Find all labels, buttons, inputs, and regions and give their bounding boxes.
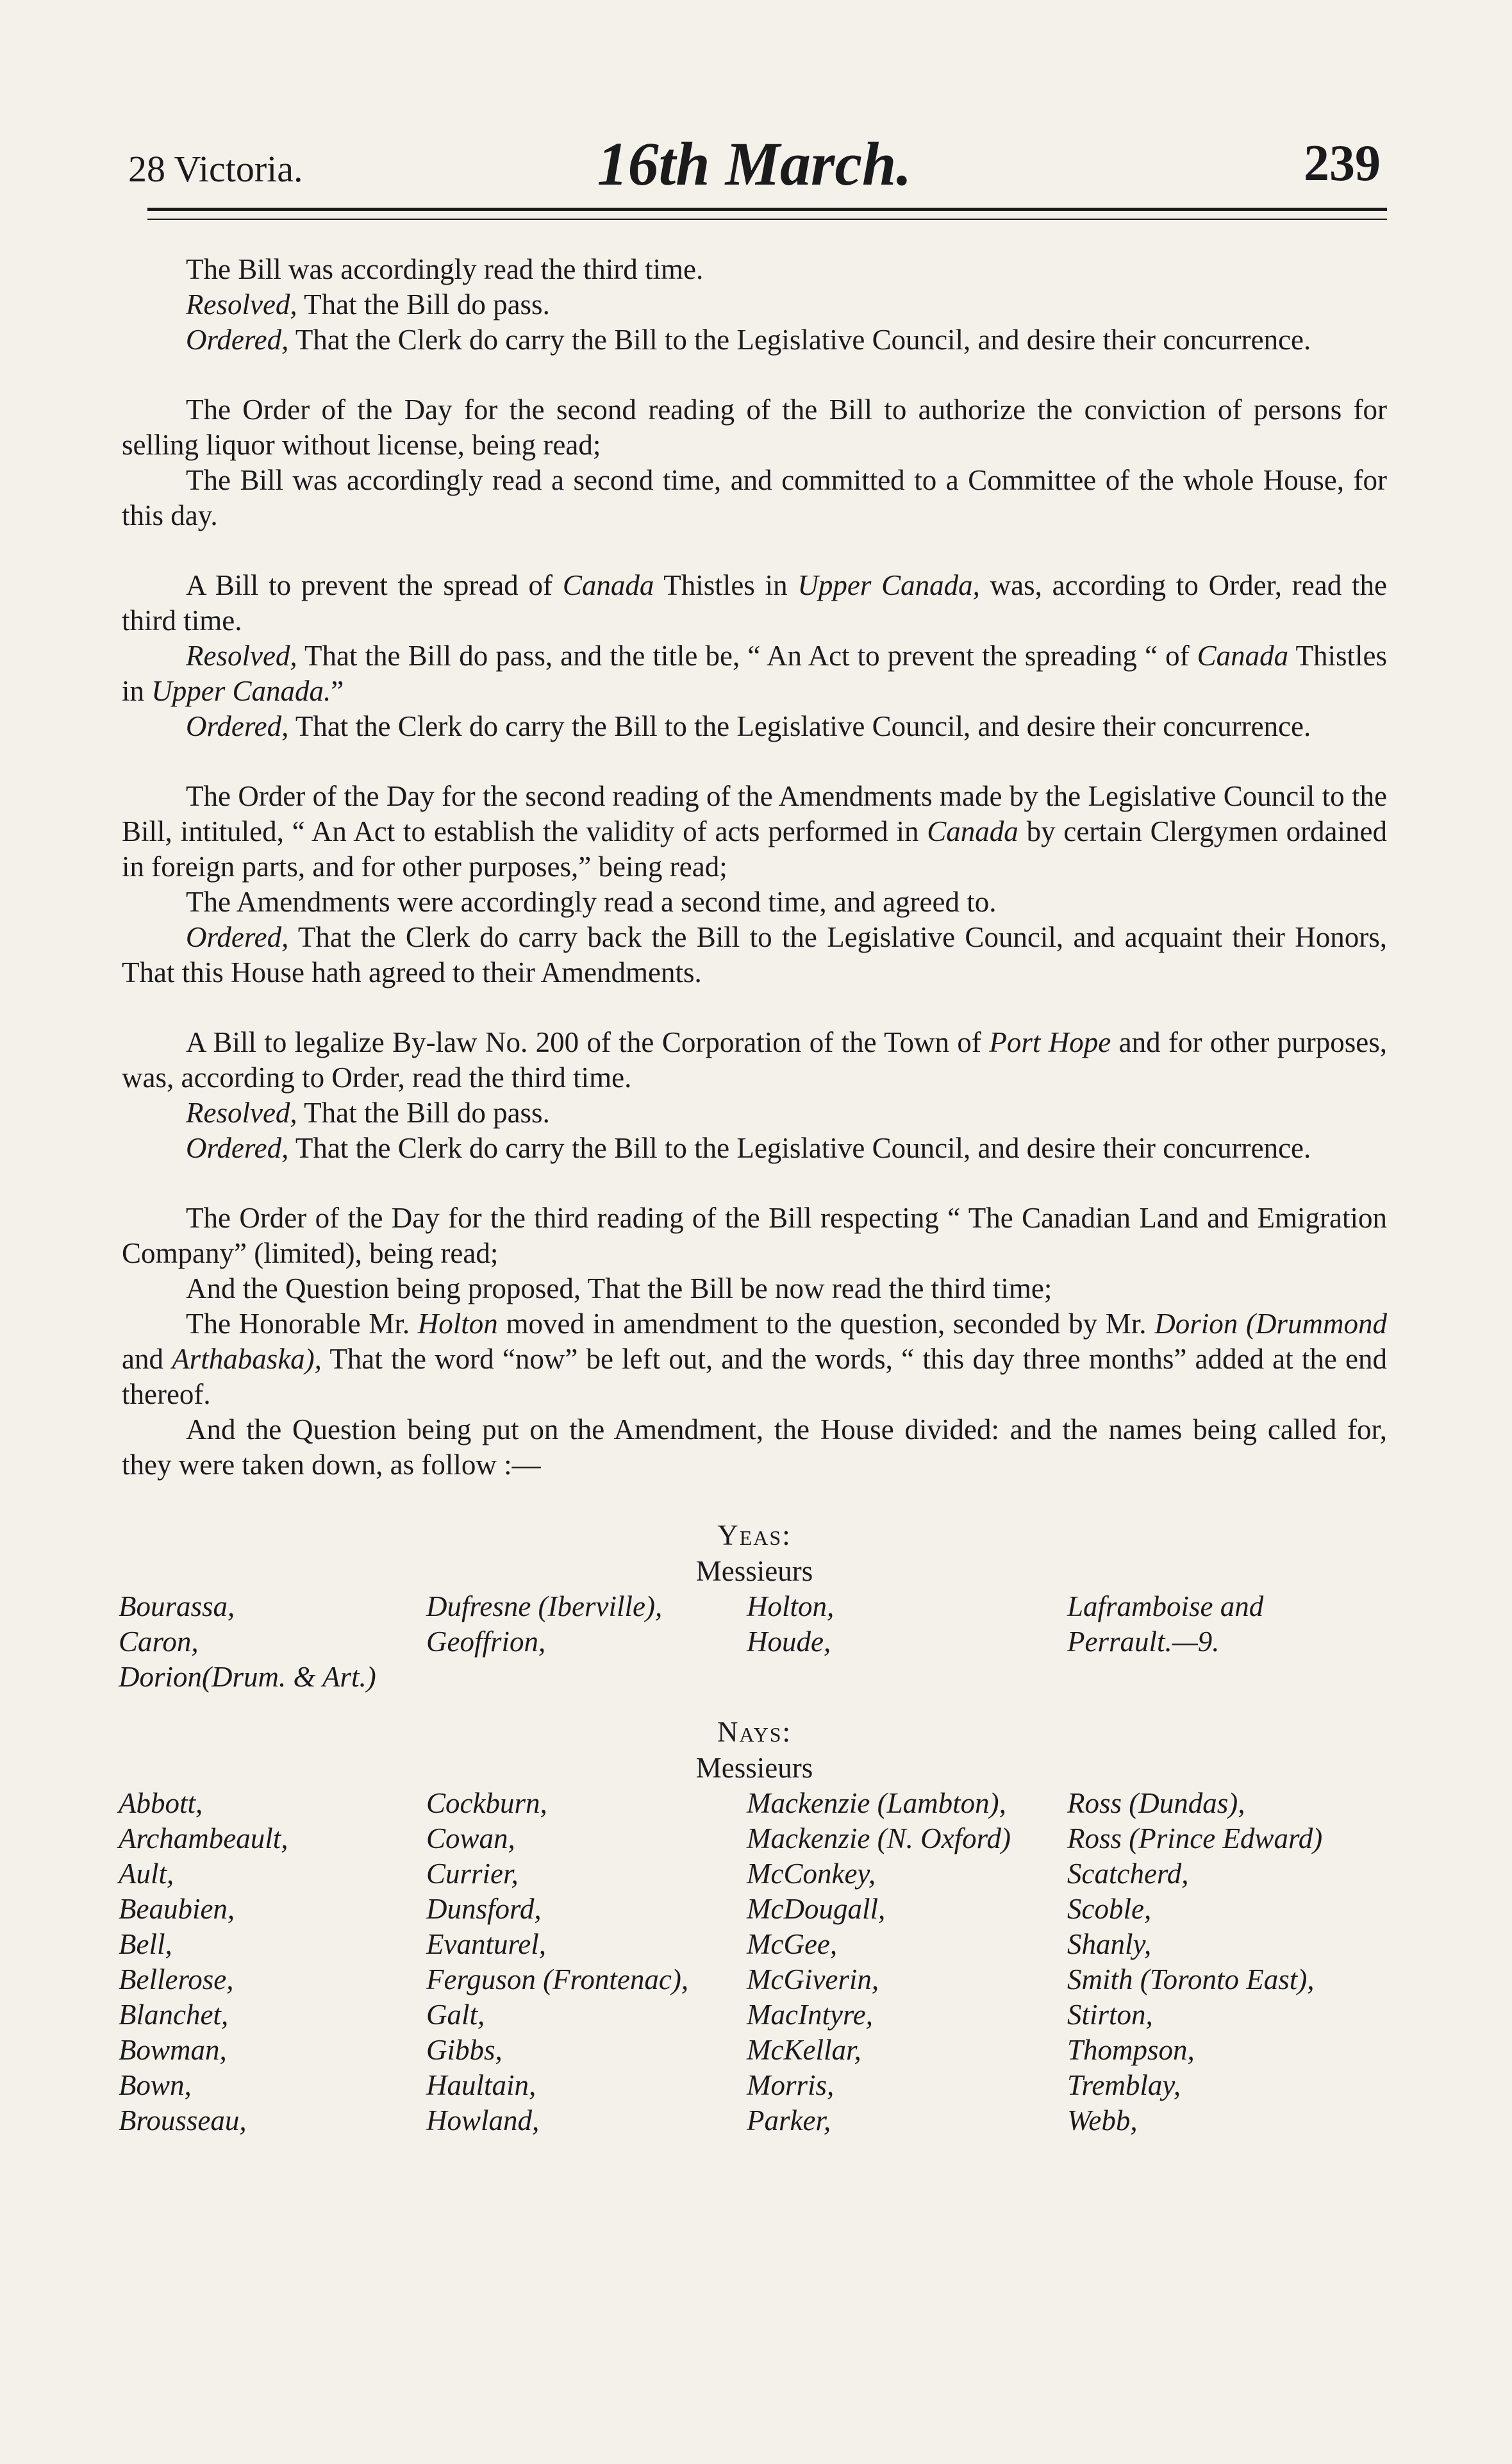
text-run: and for other purposes, was, according to Order, read the third time. [122, 1026, 1388, 1094]
text-run: Canada [562, 569, 654, 601]
text-run: That the Clerk do carry the Bill to the Legislative Council, and desire their concurrence. [288, 710, 1311, 742]
text-run: The Order of the Day for the third reading of the Bill respecting “ The Canadian Land and Emigration Company” (limited), being read; [122, 1202, 1387, 1269]
member-name: Scatcherd, [1067, 1858, 1189, 1890]
member-name: Cowan, [426, 1822, 515, 1854]
text-run: Thistles in [122, 640, 1387, 707]
member-name: Ross (Prince Edward) [1067, 1822, 1323, 1854]
text-run: Resolved, [186, 640, 297, 672]
paragraph-block [122, 779, 1387, 990]
text-run: Ordered, [186, 921, 289, 953]
text-run: That the word “now” be left out, and the words, “ this day three months” added at the end thereof. [122, 1343, 1387, 1410]
text-run: That the Bill do pass. [297, 288, 550, 320]
text-run: That the Clerk do carry the Bill to the Legislative Council, and desire their concurrence. [288, 324, 1311, 356]
paragraph-line [122, 1131, 1387, 1166]
paragraphs [122, 252, 1387, 1483]
paragraph-line [122, 885, 1387, 920]
member-name: Tremblay, [1067, 2069, 1181, 2101]
header-rule [147, 208, 1387, 220]
text-run: Thistles in [654, 569, 798, 601]
paragraph-block [122, 252, 1387, 358]
member-name: Blanchet, [119, 1999, 229, 2031]
paragraph-line [122, 1201, 1387, 1271]
paragraph-line [122, 1306, 1387, 1412]
member-name: Currier, [426, 1858, 519, 1890]
text-run: That the Clerk do carry the Bill to the Legislative Council, and desire their concurrence. [288, 1132, 1311, 1164]
nays-messieurs: Messieurs [695, 1752, 813, 1784]
text-run: Ordered, [186, 324, 289, 356]
paragraph-line [122, 1271, 1387, 1306]
page-date: 16th March. [597, 129, 912, 198]
text-run: Ordered, [186, 710, 289, 742]
member-name: Ferguson (Frontenac), [426, 1963, 689, 1995]
text-run: was, according to Order, read the third time. [122, 569, 1387, 637]
text-run: Canada [927, 815, 1018, 847]
text-run: And the Question being proposed, That the Bill be now read the third time; [186, 1272, 1052, 1304]
text-run: Canada [1197, 640, 1289, 672]
yeas-label: Yeas: [717, 1519, 792, 1551]
text-run: by certain Clergymen ordained in foreign parts, and for other purposes,” being read; [122, 815, 1388, 883]
paragraph-line [122, 779, 1387, 885]
member-name: McKellar, [747, 2034, 861, 2066]
member-name: Beaubien, [119, 1893, 235, 1925]
member-name: Bowman, [119, 2034, 227, 2066]
paragraph-line [122, 920, 1387, 990]
text-run: Resolved, [186, 288, 297, 320]
text-run: Resolved, [186, 1097, 297, 1129]
paragraph-line [122, 709, 1387, 744]
text-run: and [122, 1343, 172, 1375]
member-name: Archambeault, [119, 1822, 288, 1854]
text-run: That the Bill do pass, and the title be, “ An Act to prevent the spreading “ of [297, 640, 1197, 672]
member-name: Parker, [747, 2104, 831, 2136]
member-name: Holton, [747, 1590, 835, 1622]
member-name: Bourassa, [119, 1590, 235, 1622]
member-name: Bell, [119, 1928, 172, 1960]
member-name: Dorion(Drum. & Art.) [119, 1661, 376, 1693]
paragraph-block [122, 1025, 1387, 1166]
paragraph-block [122, 568, 1387, 744]
member-name: McGee, [747, 1928, 838, 1960]
yeas-list [119, 1589, 1387, 1695]
member-name: Smith (Toronto East), [1067, 1963, 1315, 1995]
paragraph-block [122, 1201, 1387, 1483]
paragraph-line [122, 568, 1387, 638]
text-run: Dorion (Drummond [1154, 1308, 1387, 1340]
member-name [1067, 1660, 1388, 1695]
text-run: Arthabaska), [172, 1343, 322, 1375]
member-name: Houde, [747, 1626, 831, 1658]
text-run: Upper Canada, [797, 569, 980, 601]
member-name: Gibbs, [426, 2034, 503, 2066]
text-run: ” [331, 675, 344, 707]
paragraph-line [122, 463, 1387, 533]
member-name: Perrault.—9. [1067, 1626, 1220, 1658]
text-run: The Order of the Day for the second reading of the Amendments made by the Legislative Council to the Bill, intituled, “ An Act to establish the validity of acts performed in [122, 780, 1387, 847]
regnal-year: 28 Victoria. [128, 148, 303, 190]
member-name: MacIntyre, [747, 1999, 873, 2031]
member-name: Evanturel, [426, 1928, 547, 1960]
member-name: Howland, [426, 2104, 540, 2136]
member-name: Geoffrion, [426, 1626, 546, 1658]
text-run: Upper Canada. [151, 675, 331, 707]
text-run: Holton [417, 1308, 498, 1340]
nays-label: Nays: [717, 1716, 792, 1748]
text-run: Port Hope [989, 1026, 1111, 1058]
member-name: Laframboise and [1067, 1590, 1264, 1622]
member-name [426, 1660, 747, 1695]
member-name: Galt, [426, 1999, 485, 2031]
text-run: The Amendments were accordingly read a second time, and agreed to. [186, 886, 997, 918]
paragraph-line [122, 322, 1387, 358]
paragraph-line [122, 287, 1387, 322]
member-name: Dufresne (Iberville), [426, 1590, 663, 1622]
member-name: Caron, [119, 1626, 199, 1658]
body-text [119, 252, 1388, 2138]
member-name: Ault, [119, 1858, 174, 1890]
member-name: Thompson, [1067, 2034, 1195, 2066]
member-name: Webb, [1067, 2104, 1138, 2136]
paragraph-block [122, 392, 1387, 533]
paragraph-line [122, 252, 1387, 287]
member-name: Bellerose, [119, 1963, 234, 1995]
text-run: The Bill was accordingly read a second time, and committed to a Committee of the whole House, for this day. [122, 464, 1387, 531]
nays-list [119, 1786, 1387, 2138]
text-run: A Bill to legalize By-law No. 200 of the Corporation of the Town of [186, 1026, 990, 1058]
text-run: The Honorable Mr. [186, 1308, 418, 1340]
member-name [747, 1660, 1067, 1695]
member-name: Mackenzie (Lambton), [747, 1787, 1006, 1819]
member-name: Haultain, [426, 2069, 536, 2101]
text-run: That the Clerk do carry back the Bill to the Legislative Council, and acquaint their Honors, That this House hath agreed to their Amendments. [122, 921, 1387, 988]
text-run: The Order of the Day for the second reading of the Bill to authorize the conviction of persons for selling liquor without license, being read; [122, 394, 1387, 461]
text-run: Ordered, [186, 1132, 289, 1164]
member-name: Scoble, [1067, 1893, 1152, 1925]
paragraph-line [122, 1025, 1387, 1095]
member-name: Morris, [747, 2069, 835, 2101]
member-name: Shanly, [1067, 1928, 1152, 1960]
text-run: And the Question being put on the Amendment, the House divided: and the names being called for, they were taken down, as follow :— [122, 1413, 1387, 1481]
member-name: McGiverin, [747, 1963, 879, 1995]
paragraph-line [122, 638, 1387, 709]
paragraph-line [122, 1095, 1387, 1131]
text-run: That the Bill do pass. [297, 1097, 550, 1129]
member-name: Stirton, [1067, 1999, 1153, 2031]
member-name: Brousseau, [119, 2104, 247, 2136]
member-name: Mackenzie (N. Oxford) [747, 1822, 1011, 1854]
page-number: 239 [1304, 135, 1381, 192]
member-name: Bown, [119, 2069, 192, 2101]
paragraph-line [122, 1412, 1387, 1483]
member-name: Dunsford, [426, 1893, 542, 1925]
member-name: Abbott, [119, 1787, 203, 1819]
text-run: A Bill to prevent the spread of [186, 569, 563, 601]
yeas-messieurs: Messieurs [695, 1555, 813, 1587]
paragraph-line [122, 392, 1387, 463]
member-name: McConkey, [747, 1858, 876, 1890]
text-run: The Bill was accordingly read the third time. [186, 253, 704, 285]
page-header [122, 128, 1387, 199]
text-run: moved in amendment to the question, seconded by Mr. [497, 1308, 1155, 1340]
member-name: Ross (Dundas), [1067, 1787, 1245, 1819]
member-name: Cockburn, [426, 1787, 547, 1819]
member-name: McDougall, [747, 1893, 886, 1925]
